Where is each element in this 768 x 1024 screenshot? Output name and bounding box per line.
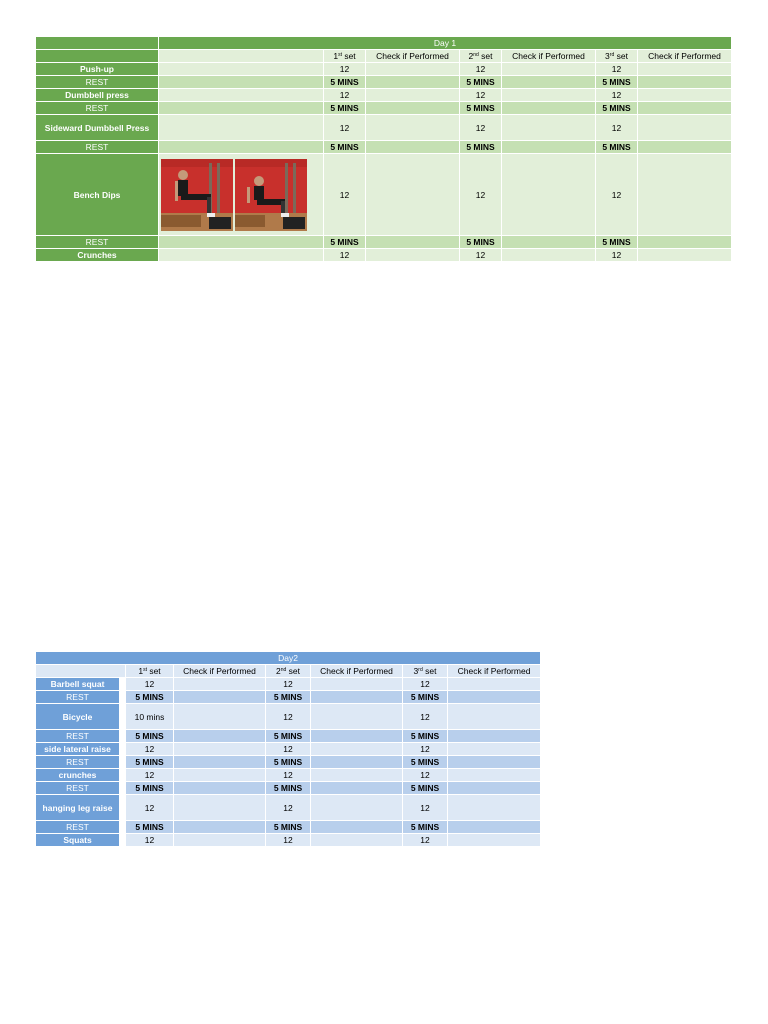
rest-label: REST <box>36 782 120 795</box>
table-header-row <box>36 50 732 63</box>
set-3-value: 5 MINS <box>596 236 638 249</box>
image-cell <box>159 63 324 76</box>
header-set-2: 2nd set <box>460 50 502 63</box>
set-1-value: 5 MINS <box>324 102 366 115</box>
table-row <box>36 834 541 847</box>
rest-label: REST <box>36 102 159 115</box>
check-cell-3[interactable] <box>638 236 732 249</box>
table-row <box>36 102 732 115</box>
day1-workout-table <box>35 36 732 262</box>
check-cell-3[interactable] <box>448 769 541 782</box>
rest-label: REST <box>36 236 159 249</box>
set-1-value: 5 MINS <box>324 236 366 249</box>
set-3-value: 12 <box>596 249 638 262</box>
table-row <box>36 115 732 141</box>
table-corner <box>36 37 159 50</box>
rest-label: REST <box>36 76 159 89</box>
check-cell-3[interactable] <box>638 63 732 76</box>
image-cell <box>159 115 324 141</box>
table-row <box>36 743 541 756</box>
header-blank <box>36 50 159 63</box>
check-cell-1[interactable] <box>366 154 460 236</box>
header-image-column <box>159 50 324 63</box>
header-check-3: Check if Performed <box>638 50 732 63</box>
set-2-value: 5 MINS <box>460 76 502 89</box>
table-header-row <box>36 665 541 678</box>
table-row <box>36 821 541 834</box>
check-cell-2[interactable] <box>502 89 596 102</box>
check-cell-1[interactable] <box>174 704 266 730</box>
set-3-value: 12 <box>596 89 638 102</box>
table-row <box>36 704 541 730</box>
set-2-value: 5 MINS <box>460 236 502 249</box>
check-cell-1[interactable] <box>174 769 266 782</box>
check-cell-1[interactable] <box>366 236 460 249</box>
set-1-value: 5 MINS <box>324 141 366 154</box>
set-2-value: 5 MINS <box>266 730 311 743</box>
set-1-value: 5 MINS <box>324 76 366 89</box>
image-cell <box>159 249 324 262</box>
check-cell-3[interactable] <box>638 154 732 236</box>
check-cell-1[interactable] <box>174 691 266 704</box>
set-1-value: 12 <box>324 154 366 236</box>
exercise-label: crunches <box>36 769 120 782</box>
exercise-label: hanging leg raise <box>36 795 120 821</box>
exercise-label: side lateral raise <box>36 743 120 756</box>
check-cell-2[interactable] <box>311 730 403 743</box>
set-3-value: 12 <box>403 769 448 782</box>
set-2-value: 12 <box>266 704 311 730</box>
set-2-value: 5 MINS <box>460 102 502 115</box>
set-2-value: 5 MINS <box>266 691 311 704</box>
rest-label: REST <box>36 691 120 704</box>
set-1-value: 5 MINS <box>126 691 174 704</box>
set-3-value: 12 <box>403 704 448 730</box>
check-cell-3[interactable] <box>448 834 541 847</box>
set-2-value: 5 MINS <box>266 821 311 834</box>
check-cell-2[interactable] <box>502 249 596 262</box>
table-row <box>36 249 732 262</box>
set-1-value: 12 <box>126 743 174 756</box>
check-cell-1[interactable] <box>366 63 460 76</box>
check-cell-1[interactable] <box>174 782 266 795</box>
check-cell-3[interactable] <box>448 704 541 730</box>
set-2-value: 12 <box>460 154 502 236</box>
set-2-value: 5 MINS <box>266 756 311 769</box>
check-cell-3[interactable] <box>448 730 541 743</box>
set-2-value: 5 MINS <box>460 141 502 154</box>
header-check-1: Check if Performed <box>366 50 460 63</box>
set-2-value: 5 MINS <box>266 782 311 795</box>
check-cell-2[interactable] <box>311 782 403 795</box>
check-cell-2[interactable] <box>311 691 403 704</box>
header-set-1: 1st set <box>324 50 366 63</box>
set-2-value: 12 <box>460 63 502 76</box>
check-cell-3[interactable] <box>448 821 541 834</box>
set-1-value: 12 <box>126 834 174 847</box>
image-cell <box>159 236 324 249</box>
table-row <box>36 769 541 782</box>
image-cell <box>159 141 324 154</box>
header-set-3: 3rd set <box>596 50 638 63</box>
set-3-value: 5 MINS <box>403 782 448 795</box>
table-row <box>36 730 541 743</box>
set-3-value: 5 MINS <box>596 141 638 154</box>
set-3-value: 12 <box>596 115 638 141</box>
set-2-value: 12 <box>266 743 311 756</box>
check-cell-1[interactable] <box>366 102 460 115</box>
check-cell-2[interactable] <box>502 102 596 115</box>
set-2-value: 12 <box>266 769 311 782</box>
set-2-value: 12 <box>460 115 502 141</box>
set-1-value: 12 <box>126 769 174 782</box>
table-row <box>36 691 541 704</box>
set-1-value: 12 <box>324 115 366 141</box>
check-cell-1[interactable] <box>174 678 266 691</box>
check-cell-3[interactable] <box>638 89 732 102</box>
check-cell-2[interactable] <box>502 63 596 76</box>
check-cell-1[interactable] <box>366 249 460 262</box>
image-cell <box>159 76 324 89</box>
exercise-label: Bicycle <box>36 704 120 730</box>
check-cell-2[interactable] <box>311 795 403 821</box>
set-3-value: 12 <box>596 154 638 236</box>
header-check-2: Check if Performed <box>502 50 596 63</box>
exercise-label: Barbell squat <box>36 678 120 691</box>
set-1-value: 12 <box>126 678 174 691</box>
check-cell-1[interactable] <box>174 821 266 834</box>
table-row <box>36 141 732 154</box>
set-2-value: 12 <box>266 795 311 821</box>
exercise-label: Dumbbell press <box>36 89 159 102</box>
check-cell-3[interactable] <box>448 691 541 704</box>
set-3-value: 5 MINS <box>596 76 638 89</box>
table-row <box>36 782 541 795</box>
image-cell <box>159 89 324 102</box>
check-cell-1[interactable] <box>366 76 460 89</box>
check-cell-2[interactable] <box>311 821 403 834</box>
table-row <box>36 63 732 76</box>
day2-workout-table <box>35 651 541 847</box>
header-check-2: Check if Performed <box>311 665 403 678</box>
check-cell-2[interactable] <box>502 141 596 154</box>
table-row <box>36 678 541 691</box>
check-cell-1[interactable] <box>366 89 460 102</box>
check-cell-2[interactable] <box>502 76 596 89</box>
header-check-1: Check if Performed <box>174 665 266 678</box>
set-1-value: 12 <box>324 89 366 102</box>
check-cell-3[interactable] <box>638 102 732 115</box>
table-row <box>36 236 732 249</box>
check-cell-1[interactable] <box>174 730 266 743</box>
set-2-value: 12 <box>460 249 502 262</box>
exercise-label: Push-up <box>36 63 159 76</box>
table-row <box>36 756 541 769</box>
day-title: Day2 <box>36 652 541 665</box>
exercise-label: Bench Dips <box>36 154 159 236</box>
table-row <box>36 76 732 89</box>
set-1-value: 12 <box>324 63 366 76</box>
check-cell-2[interactable] <box>502 154 596 236</box>
exercise-label: Sideward Dumbbell Press <box>36 115 159 141</box>
set-1-value: 12 <box>126 795 174 821</box>
rest-label: REST <box>36 756 120 769</box>
set-1-value: 10 mins <box>126 704 174 730</box>
bench-dips-photo-up <box>161 159 233 231</box>
check-cell-1[interactable] <box>366 141 460 154</box>
day-title: Day 1 <box>159 37 732 50</box>
set-2-value: 12 <box>266 834 311 847</box>
image-cell <box>159 154 324 236</box>
check-cell-3[interactable] <box>638 141 732 154</box>
check-cell-2[interactable] <box>311 834 403 847</box>
set-3-value: 5 MINS <box>596 102 638 115</box>
set-1-value: 5 MINS <box>126 782 174 795</box>
header-check-3: Check if Performed <box>448 665 541 678</box>
table-title-row <box>36 652 541 665</box>
rest-label: REST <box>36 730 120 743</box>
check-cell-2[interactable] <box>311 769 403 782</box>
set-3-value: 12 <box>596 63 638 76</box>
set-1-value: 12 <box>324 249 366 262</box>
check-cell-2[interactable] <box>311 743 403 756</box>
table-row <box>36 89 732 102</box>
set-3-value: 5 MINS <box>403 756 448 769</box>
rest-label: REST <box>36 141 159 154</box>
set-3-value: 5 MINS <box>403 821 448 834</box>
check-cell-3[interactable] <box>638 76 732 89</box>
check-cell-1[interactable] <box>174 756 266 769</box>
image-cell <box>159 102 324 115</box>
check-cell-1[interactable] <box>174 743 266 756</box>
bench-dips-photo-down <box>235 159 307 231</box>
check-cell-3[interactable] <box>448 756 541 769</box>
set-3-value: 12 <box>403 743 448 756</box>
set-1-value: 5 MINS <box>126 730 174 743</box>
exercise-label: Squats <box>36 834 120 847</box>
set-2-value: 12 <box>266 678 311 691</box>
check-cell-3[interactable] <box>448 743 541 756</box>
set-3-value: 12 <box>403 795 448 821</box>
table-row <box>36 154 732 236</box>
check-cell-2[interactable] <box>502 236 596 249</box>
check-cell-2[interactable] <box>311 704 403 730</box>
set-2-value: 12 <box>460 89 502 102</box>
set-3-value: 12 <box>403 834 448 847</box>
exercise-label: Crunches <box>36 249 159 262</box>
header-blank <box>36 665 126 678</box>
check-cell-1[interactable] <box>366 115 460 141</box>
check-cell-3[interactable] <box>448 782 541 795</box>
table-title-row <box>36 37 732 50</box>
table-row <box>36 795 541 821</box>
set-3-value: 12 <box>403 678 448 691</box>
check-cell-2[interactable] <box>502 115 596 141</box>
header-set-2: 2nd set <box>266 665 311 678</box>
check-cell-3[interactable] <box>448 678 541 691</box>
check-cell-1[interactable] <box>174 795 266 821</box>
set-3-value: 5 MINS <box>403 730 448 743</box>
set-3-value: 5 MINS <box>403 691 448 704</box>
header-set-1: 1st set <box>126 665 174 678</box>
check-cell-1[interactable] <box>174 834 266 847</box>
check-cell-3[interactable] <box>448 795 541 821</box>
check-cell-2[interactable] <box>311 756 403 769</box>
check-cell-3[interactable] <box>638 249 732 262</box>
check-cell-2[interactable] <box>311 678 403 691</box>
set-1-value: 5 MINS <box>126 756 174 769</box>
check-cell-3[interactable] <box>638 115 732 141</box>
set-1-value: 5 MINS <box>126 821 174 834</box>
header-set-3: 3rd set <box>403 665 448 678</box>
rest-label: REST <box>36 821 120 834</box>
